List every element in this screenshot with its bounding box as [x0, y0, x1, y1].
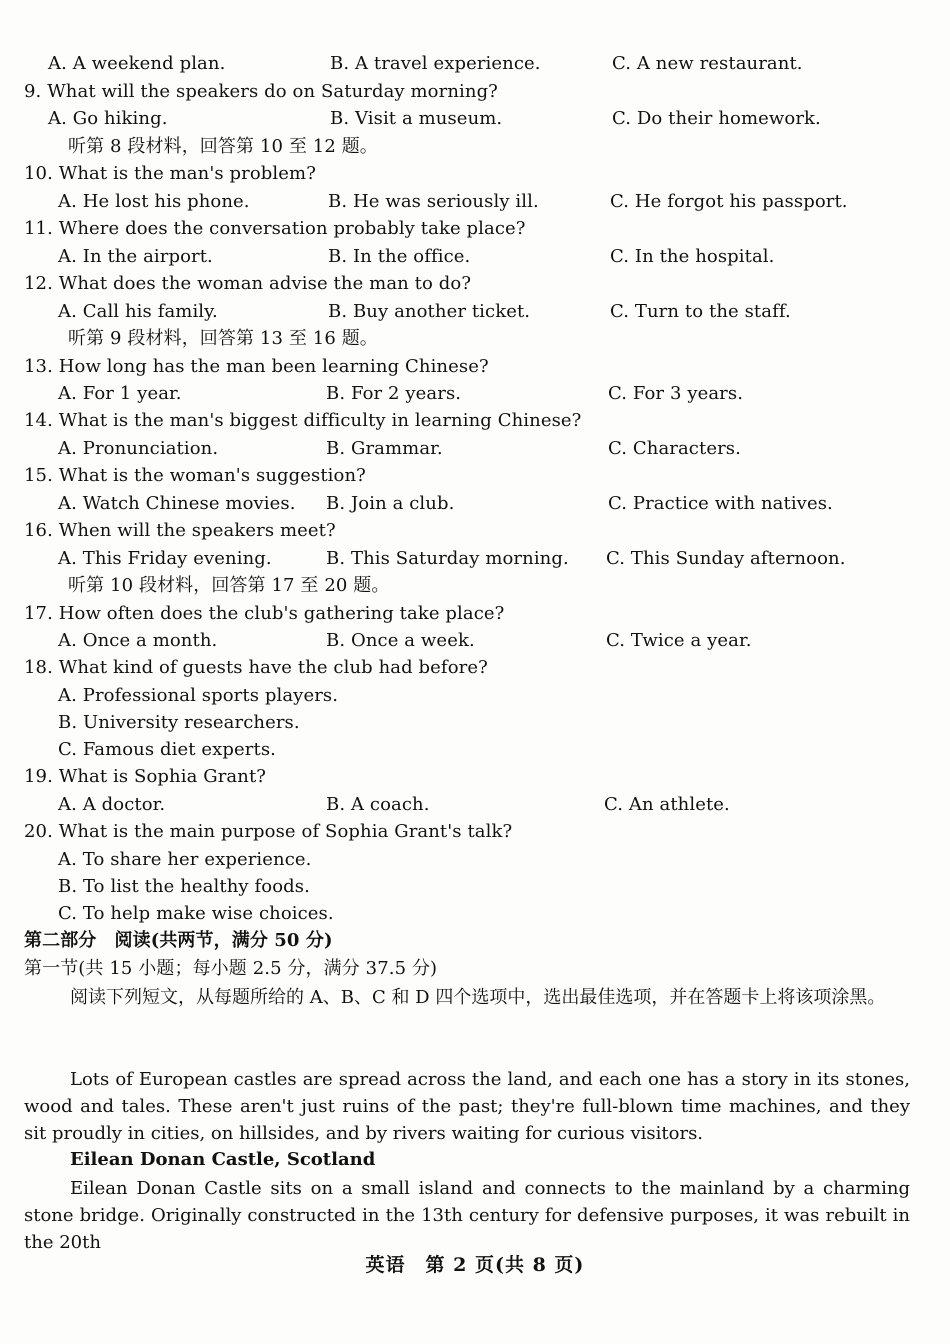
page-footer: 英语 第 2 页(共 8 页): [365, 1254, 585, 1276]
option-a: A. For 1 year.: [58, 383, 182, 404]
option-a: A. Call his family.: [58, 301, 218, 322]
option-b: B. Once a week.: [326, 630, 475, 651]
passage-intro: Lots of European castles are spread across the land, and each one has a story in its stones, wood and tales. These aren't just ruins of the past; they're full-blown time machines, and they sit proudly in cities, on hillsides, and by rivers waiting for curious visitors.: [24, 1069, 910, 1144]
option-c: C. Twice a year.: [606, 630, 752, 651]
option-c: C. In the hospital.: [610, 246, 775, 267]
option-a: A. A doctor.: [58, 794, 166, 815]
passage-subheading: Eilean Donan Castle, Scotland: [70, 1149, 376, 1170]
option-b: B. A coach.: [326, 794, 430, 815]
question-stem: 15. What is the woman's suggestion?: [24, 465, 366, 486]
question-stem: 13. How long has the man been learning Chinese?: [24, 356, 489, 377]
option-c: C. An athlete.: [604, 794, 730, 815]
option-a: A. To share her experience.: [58, 849, 312, 870]
question-stem: 19. What is Sophia Grant?: [24, 766, 267, 787]
option-b: B. To list the healthy foods.: [58, 876, 310, 897]
option-c: C. To help make wise choices.: [58, 903, 334, 924]
question-stem: 12. What does the woman advise the man to do?: [24, 273, 472, 294]
option-c: C. Characters.: [608, 438, 741, 459]
reading-instruction: 阅读下列短文，从每题所给的 A、B、C 和 D 四个选项中，选出最佳选项，并在答题卡上将该项涂黑。: [70, 987, 886, 1008]
passage-paragraph: Eilean Donan Castle sits on a small island and connects to the mainland by a charming stone bridge. Originally constructed in the 13th century for defensive purposes, it was rebuilt in the 20th: [24, 1178, 910, 1253]
question-stem: 20. What is the main purpose of Sophia Grant's talk?: [24, 821, 513, 842]
option-c: C. He forgot his passport.: [610, 191, 848, 212]
option-b: B. In the office.: [328, 246, 471, 267]
option-a: A. Once a month.: [58, 630, 218, 651]
question-stem: 11. Where does the conversation probably take place?: [24, 218, 526, 239]
listening-instruction: 听第 10 段材料，回答第 17 至 20 题。: [68, 575, 390, 596]
option-c: C. This Sunday afternoon.: [606, 548, 846, 569]
listening-instruction: 听第 9 段材料，回答第 13 至 16 题。: [68, 328, 378, 349]
option-b: B. Buy another ticket.: [328, 301, 531, 322]
option-b: B. Visit a museum.: [330, 108, 503, 129]
option-b: B. University researchers.: [58, 712, 300, 733]
option-c: C. For 3 years.: [608, 383, 744, 404]
option-c: C. Practice with natives.: [608, 493, 833, 514]
option-a: A. Go hiking.: [48, 108, 168, 129]
question-stem: 16. When will the speakers meet?: [24, 520, 336, 541]
part-heading: 第二部分 阅读(共两节，满分 50 分): [24, 930, 333, 951]
option-a: A. Pronunciation.: [58, 438, 219, 459]
option-b: B. Join a club.: [326, 493, 455, 514]
question-stem: 14. What is the man's biggest difficulty in learning Chinese?: [24, 410, 582, 431]
option-a: A. Professional sports players.: [58, 685, 339, 706]
option-b: B. He was seriously ill.: [328, 191, 539, 212]
q8-option-a: A. A weekend plan.: [48, 53, 226, 74]
option-c: C. Turn to the staff.: [610, 301, 791, 322]
option-c: C. Famous diet experts.: [58, 739, 276, 760]
option-a: A. Watch Chinese movies.: [58, 493, 296, 514]
option-b: B. Grammar.: [326, 438, 443, 459]
question-stem: 9. What will the speakers do on Saturday morning?: [24, 81, 498, 102]
section-heading: 第一节(共 15 小题；每小题 2.5 分，满分 37.5 分): [24, 958, 438, 979]
listening-instruction: 听第 8 段材料，回答第 10 至 12 题。: [68, 136, 378, 157]
option-a: A. In the airport.: [58, 246, 213, 267]
q8-option-b: B. A travel experience.: [330, 53, 541, 74]
q8-option-c: C. A new restaurant.: [612, 53, 803, 74]
question-stem: 10. What is the man's problem?: [24, 163, 316, 184]
option-b: B. This Saturday morning.: [326, 548, 569, 569]
question-stem: 17. How often does the club's gathering take place?: [24, 603, 505, 624]
option-a: A. He lost his phone.: [58, 191, 250, 212]
option-a: A. This Friday evening.: [58, 548, 272, 569]
question-stem: 18. What kind of guests have the club had before?: [24, 657, 488, 678]
option-c: C. Do their homework.: [612, 108, 821, 129]
option-b: B. For 2 years.: [326, 383, 462, 404]
